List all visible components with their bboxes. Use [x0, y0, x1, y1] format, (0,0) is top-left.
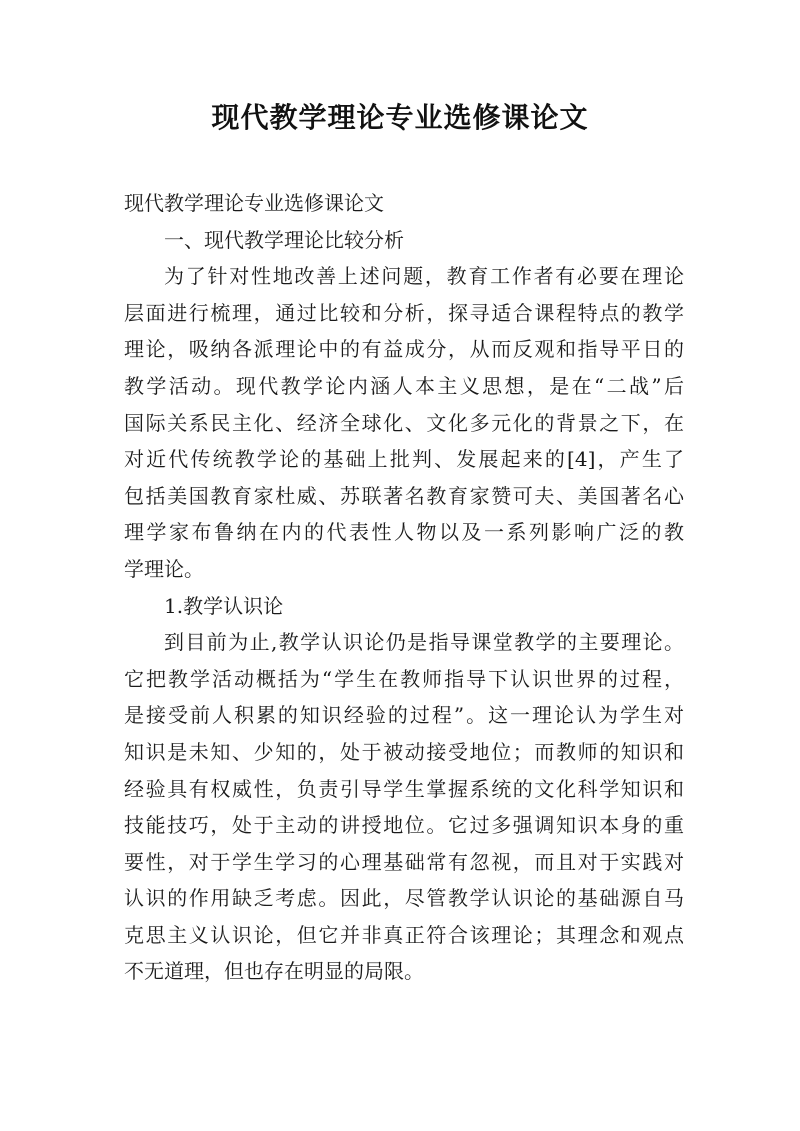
section-heading: 一、现代教学理论比较分析	[164, 227, 404, 252]
paragraph-line: 层面进行梳理，通过比较和分析，探寻适合课程特点的教学	[124, 300, 684, 325]
paragraph-line: 理论，吸纳各派理论中的有益成分，从而反观和指导平日的	[124, 337, 684, 362]
paragraph-line: 是接受前人积累的知识经验的过程”。这一理论认为学生对	[124, 703, 684, 728]
paragraph-line: 它把教学活动概括为“学生在教师指导下认识世界的过程，	[124, 666, 684, 691]
paragraph-line: 教学活动。现代教学论内涵人本主义思想，是在“二战”后	[124, 373, 684, 398]
paragraph-line: 知识是未知、少知的，处于被动接受地位；而教师的知识和	[124, 739, 684, 764]
subsection-heading: 1.教学认识论	[164, 593, 284, 618]
paragraph-line: 理学家布鲁纳在内的代表性人物以及一系列影响广泛的教	[124, 520, 684, 545]
document-title: 现代教学理论专业选修课论文	[211, 101, 589, 134]
paragraph-line: 包括美国教育家杜威、苏联著名教育家赞可夫、美国著名心	[124, 483, 684, 508]
paragraph-line: 不无道理，但也存在明显的局限。	[124, 959, 424, 984]
paragraph-line: 经验具有权威性，负责引导学生掌握系统的文化科学知识和	[124, 776, 684, 801]
paragraph-line: 学理论。	[124, 556, 204, 581]
paragraph-line: 技能技巧，处于主动的讲授地位。它过多强调知识本身的重	[124, 813, 684, 838]
paragraph-line: 要性，对于学生学习的心理基础常有忽视，而且对于实践对	[124, 849, 684, 874]
paragraph-line: 对近代传统教学论的基础上批判、发展起来的[4]，产生了	[124, 447, 684, 472]
paragraph-line: 为了针对性地改善上述问题，教育工作者有必要在理论	[164, 264, 684, 289]
paragraph-line: 克思主义认识论，但它并非真正符合该理论；其理念和观点	[124, 922, 684, 947]
body-heading: 现代教学理论专业选修课论文	[124, 191, 384, 215]
paragraph-line: 认识的作用缺乏考虑。因此，尽管教学认识论的基础源自马	[124, 886, 684, 911]
paragraph-line: 国际关系民主化、经济全球化、文化多元化的背景之下，在	[124, 410, 684, 435]
document-body	[124, 185, 684, 990]
paragraph-line: 到目前为止,教学认识论仍是指导课堂教学的主要理论。	[164, 630, 684, 655]
